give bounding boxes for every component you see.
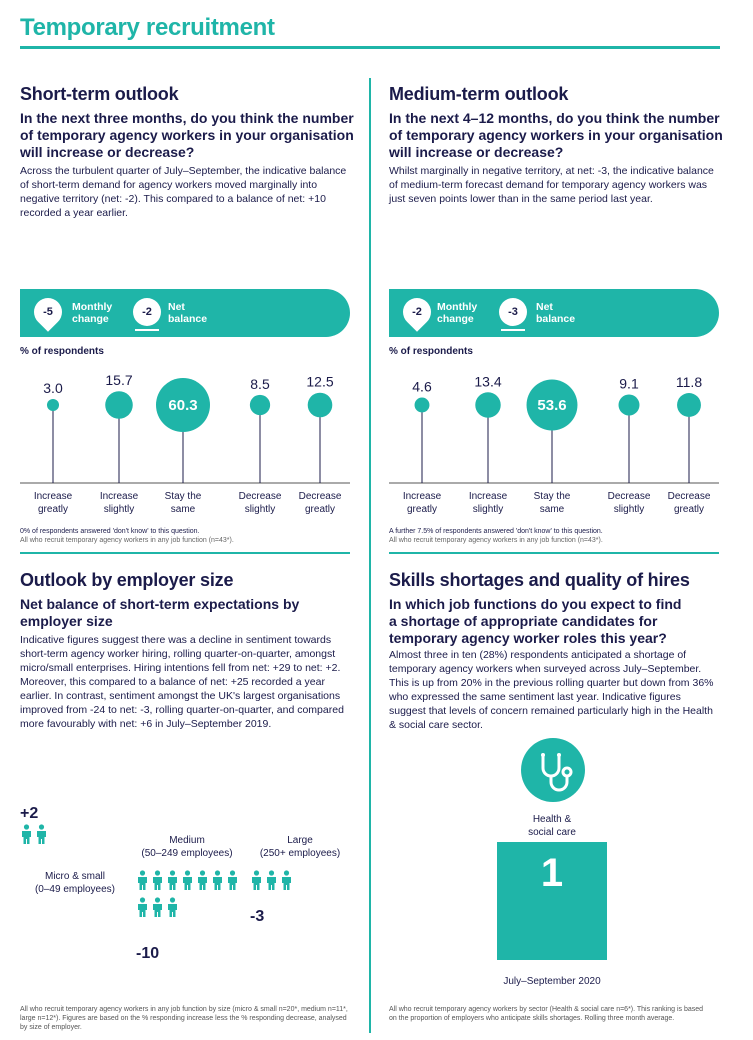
category-label: Decrease xyxy=(298,491,342,502)
employer-size-subheading: Net balance of short-term expectations by employer size xyxy=(20,596,300,629)
medium-term-note: A further 7.5% of respondents answered 'don't know' to this question. xyxy=(389,528,603,535)
category-label: Increase xyxy=(468,491,508,502)
person-icon xyxy=(20,824,33,849)
person-icon xyxy=(181,870,194,895)
section-divider-right xyxy=(389,552,719,554)
data-label: 12.5 xyxy=(306,373,334,390)
data-label: 9.1 xyxy=(619,375,639,392)
employer-size-body: Indicative figures suggest there was a decline in sentiment towards short-term agency worker hiring, rolling quarter-on-quarter, amongst micro/small enterprises. Hiring intentions fell from net: +29 to net: +2. Moreover, this compared to a balance of net: +25 recorded a year earlier. In contrast, sentiment amongst the UK's largest organisations improved from -24 to net: -3, rolling quarter-on-quarter, and compared more favourably with net: +6 in July–September 2019. xyxy=(20,634,344,730)
category-label: greatly xyxy=(37,504,69,515)
skills-question: In which job functions do you expect to find a shortage of appropriate candidates for temporary agency worker roles this year? xyxy=(389,596,682,646)
category-label: Increase xyxy=(402,491,442,502)
medium-term-body: Whilst marginally in negative territory, at net: -3, the indicative balance of medium-term forecast demand for temporary agency workers was just seven points lower than in the same period last year. xyxy=(389,165,714,205)
category-label: greatly xyxy=(406,504,438,515)
person-icon xyxy=(166,870,179,895)
short-term-note: 0% of respondents answered 'don't know' to this question. xyxy=(20,528,200,535)
employer-size-footnote: All who recruit temporary agency workers in any job function by size (micro & small n=20*, medium n=11*, large n=12*). Figures are based on the % responding increase less the % responding decrease, analysed by size of employer. xyxy=(20,1006,348,1031)
micro-small-label: Micro & small (0–49 employees) xyxy=(34,871,116,895)
person-icon xyxy=(280,870,293,895)
bubble-3 xyxy=(250,395,270,415)
person-icon xyxy=(151,870,164,895)
monthly-change-label: Monthly change xyxy=(437,301,478,325)
person-icon xyxy=(226,870,239,895)
large-value: -3 xyxy=(250,908,265,925)
skills-body: Almost three in ten (28%) respondents anticipated a shortage of temporary agency workers when surveyed across July–September. This is up from 20% in the previous rolling quarter but down from 36% who expressed the same sentiment last year. Indicative figures suggest that levels of concern remained particularly high in the Health & social care sector. xyxy=(389,649,714,731)
medium-term-chart xyxy=(389,370,719,520)
stethoscope-icon xyxy=(521,738,585,802)
data-label: 53.6 xyxy=(537,397,567,414)
category-label: slightly xyxy=(613,504,645,515)
category-label: Increase xyxy=(99,491,139,502)
bubble-4 xyxy=(308,393,333,418)
skills-footnote: All who recruit temporary agency workers by sector (Health & social care n=6*). This ranking is based on the proportion of employers who anticipate skills shortages. Rolling three month average. xyxy=(389,1006,704,1022)
person-icon xyxy=(250,870,263,895)
data-label: 13.4 xyxy=(474,373,502,390)
person-icon xyxy=(265,870,278,895)
category-label: same xyxy=(170,504,196,515)
large-label: Large (250+ employees) xyxy=(259,835,341,859)
short-term-pct-label: % of respondents xyxy=(20,346,104,357)
medium-term-banner xyxy=(389,289,719,337)
sector-label: Health & social care xyxy=(528,814,576,838)
bubble-0 xyxy=(47,399,59,411)
medium-term-heading: Medium-term outlook xyxy=(389,84,569,104)
category-label: same xyxy=(539,504,565,515)
bubble-1 xyxy=(105,391,133,419)
person-icon xyxy=(211,870,224,895)
person-icon xyxy=(166,897,179,922)
employer-size-heading: Outlook by employer size xyxy=(20,570,234,590)
short-term-chart xyxy=(20,370,350,520)
data-label: 8.5 xyxy=(250,375,270,392)
category-label: slightly xyxy=(472,504,504,515)
net-balance-label: Net balance xyxy=(168,301,208,325)
net-balance-value: -2 xyxy=(133,298,161,326)
category-label: Decrease xyxy=(607,491,651,502)
data-label: 3.0 xyxy=(43,379,63,396)
monthly-change-value: -5 xyxy=(43,306,53,318)
short-term-body: Across the turbulent quarter of July–September, the indicative balance of short-term demand for agency workers moved marginally into negative territory (net: -2). This compared to a balance of net: +10 recorded a year earlier. xyxy=(20,165,347,219)
rank-box xyxy=(497,842,607,960)
monthly-change-label: Monthly change xyxy=(72,301,113,325)
short-term-base: All who recruit temporary agency workers in any job function (n=43*). xyxy=(20,537,234,544)
category-label: Stay the xyxy=(164,491,202,502)
page-title: Temporary recruitment xyxy=(20,14,275,41)
category-label: greatly xyxy=(673,504,705,515)
bubble-1 xyxy=(475,392,500,417)
person-icon xyxy=(196,870,209,895)
data-label: 60.3 xyxy=(168,397,198,414)
person-icon xyxy=(136,870,149,895)
category-label: slightly xyxy=(103,504,135,515)
column-divider xyxy=(369,78,371,1033)
net-balance-underline xyxy=(501,329,525,331)
short-term-banner xyxy=(20,289,350,337)
skills-period: July–September 2020 xyxy=(503,976,601,987)
medium-people xyxy=(136,870,240,922)
title-divider xyxy=(20,46,720,49)
net-balance-underline xyxy=(135,329,159,331)
category-label: slightly xyxy=(244,504,276,515)
rank-value: 1 xyxy=(540,851,564,895)
data-label: 4.6 xyxy=(412,378,432,395)
medium-value: -10 xyxy=(136,945,160,962)
micro-small-value: +2 xyxy=(20,805,39,822)
micro-small-people xyxy=(20,824,60,849)
person-icon xyxy=(136,897,149,922)
medium-term-question: In the next 4–12 months, do you think the number of temporary agency workers in your organisation will increase or decrease? xyxy=(389,110,723,160)
bubble-3 xyxy=(619,395,640,416)
monthly-change-value: -2 xyxy=(412,306,422,318)
bubble-4 xyxy=(677,393,701,417)
large-people xyxy=(250,870,310,895)
category-label: Decrease xyxy=(238,491,282,502)
net-balance-label: Net balance xyxy=(536,301,576,325)
short-term-question: In the next three months, do you think the number of temporary agency workers in your organisation will increase or decrease? xyxy=(20,110,354,160)
category-label: Decrease xyxy=(667,491,711,502)
person-icon xyxy=(151,897,164,922)
bubble-0 xyxy=(415,398,430,413)
skills-heading: Skills shortages and quality of hires xyxy=(389,570,690,590)
category-label: Stay the xyxy=(533,491,571,502)
short-term-heading: Short-term outlook xyxy=(20,84,179,104)
section-divider-left xyxy=(20,552,350,554)
medium-term-pct-label: % of respondents xyxy=(389,346,473,357)
data-label: 11.8 xyxy=(675,374,703,391)
medium-term-base: All who recruit temporary agency workers in any job function (n=43*). xyxy=(389,537,603,544)
category-label: Increase xyxy=(33,491,73,502)
data-label: 15.7 xyxy=(105,372,133,389)
medium-label: Medium (50–249 employees) xyxy=(141,835,233,859)
category-label: greatly xyxy=(304,504,336,515)
person-icon xyxy=(35,824,48,849)
net-balance-value: -3 xyxy=(499,298,527,326)
